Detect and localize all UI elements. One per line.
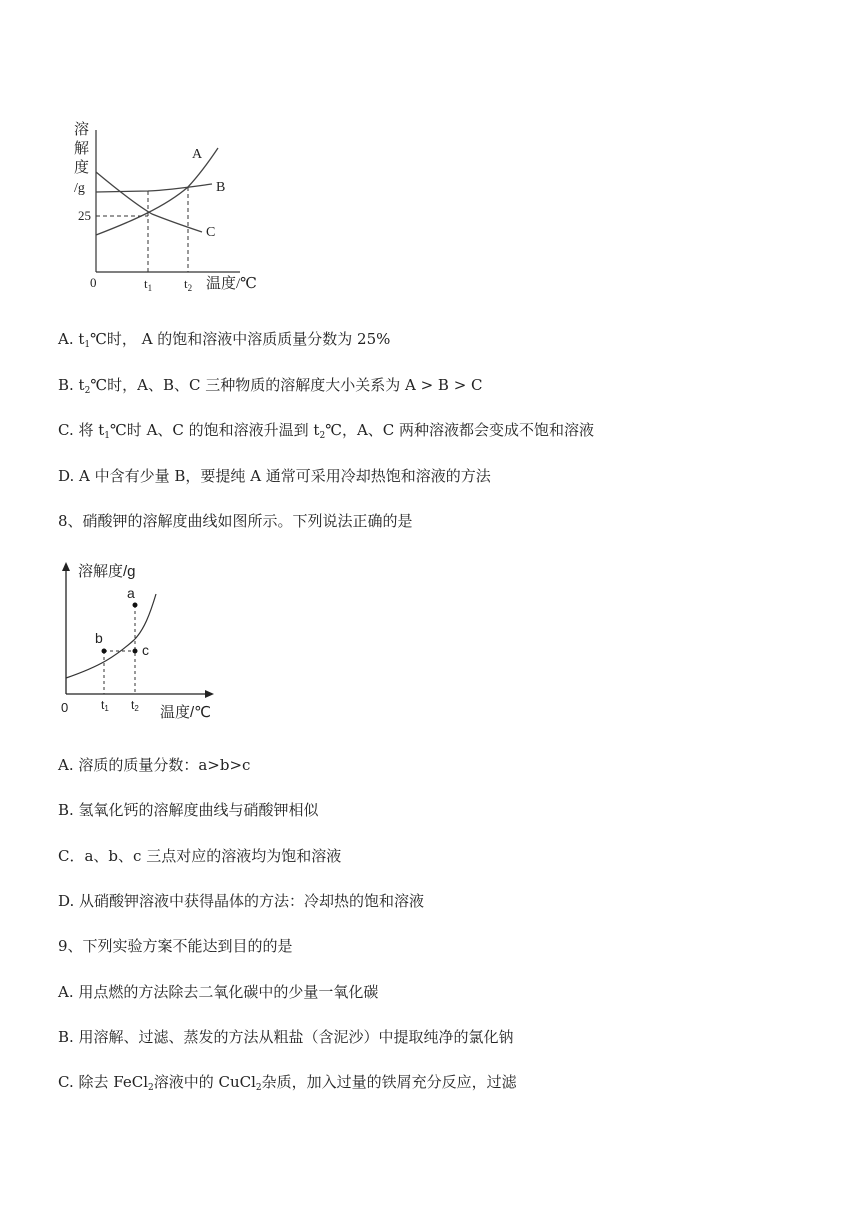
kno3-curve — [66, 594, 156, 678]
q7-option-c: C. 将 $t_1℃$时 A、C 的饱和溶液升温到 $t_2℃$，A、C 两种溶液都会变成不饱和溶液 — [58, 421, 595, 441]
t2-label: $t_2$ — [184, 276, 193, 293]
point-a-label: a — [127, 585, 135, 601]
point-c-label: c — [142, 642, 149, 658]
q9-option-a: A. 用点燃的方法除去二氧化碳中的少量一氧化碳 — [58, 983, 379, 1001]
t1-label: $t_1$ — [144, 276, 153, 293]
curve-C — [96, 172, 202, 232]
point-b — [102, 649, 107, 654]
q8-option-a: A. 溶质的质量分数：a>b>c — [58, 756, 251, 774]
point-b-label: b — [95, 630, 103, 646]
curve-label-B: B — [216, 180, 226, 195]
point-a — [133, 603, 138, 608]
curve-label-A: A — [192, 147, 203, 162]
t1-label: t1 — [101, 698, 109, 713]
solubility-figure-1 — [60, 112, 270, 297]
q8-option-b: B. 氢氧化钙的溶解度曲线与硝酸钾相似 — [58, 801, 319, 819]
q7-option-b: B. $t_2℃$时，A、B、C 三种物质的溶解度大小关系为 A > B > C — [58, 376, 483, 396]
solubility-figure-2 — [56, 558, 226, 720]
origin-label: 0 — [61, 700, 69, 715]
q9-question: 9、下列实验方案不能达到目的的是 — [58, 937, 293, 955]
curve-label-C: C — [206, 225, 216, 240]
t2-label: t2 — [131, 698, 139, 713]
q7-option-a: A. $t_1℃$时， A 的饱和溶液中溶质质量分数为 25% — [58, 330, 391, 350]
q8-question: 8、硝酸钾的溶解度曲线如图所示。下列说法正确的是 — [58, 512, 413, 530]
q8-option-d: D. 从硝酸钾溶液中获得晶体的方法：冷却热的饱和溶液 — [58, 892, 425, 910]
y-tick-25: 25 — [78, 208, 91, 223]
q9-option-c: C. 除去 FeCl$_2$溶液中的 CuCl$_2$杂质，加入过量的铁屑充分反应，过滤 — [58, 1073, 517, 1093]
y-axis-arrow — [62, 562, 70, 571]
q9-option-b: B. 用溶解、过滤、蒸发的方法从粗盐（含泥沙）中提取纯净的氯化钠 — [58, 1028, 514, 1046]
y-label-char-2: 解 — [74, 141, 90, 157]
point-c — [133, 649, 138, 654]
curve-B — [96, 184, 212, 192]
y-label-char-1: 溶 — [74, 122, 90, 138]
x-axis-arrow — [205, 690, 214, 698]
y-axis-label: 溶解度/g — [78, 563, 136, 580]
x-axis-label: 温度/℃ — [206, 276, 257, 292]
origin-label: 0 — [90, 275, 97, 290]
y-label-char-4: /g — [74, 181, 85, 196]
q7-option-d: D. A 中含有少量 B，要提纯 A 通常可采用冷却热饱和溶液的方法 — [58, 467, 491, 485]
x-axis-label: 温度/℃ — [160, 704, 212, 720]
q8-option-c: C．a、b、c 三点对应的溶液均为饱和溶液 — [58, 847, 342, 865]
y-label-char-3: 度 — [74, 160, 90, 176]
